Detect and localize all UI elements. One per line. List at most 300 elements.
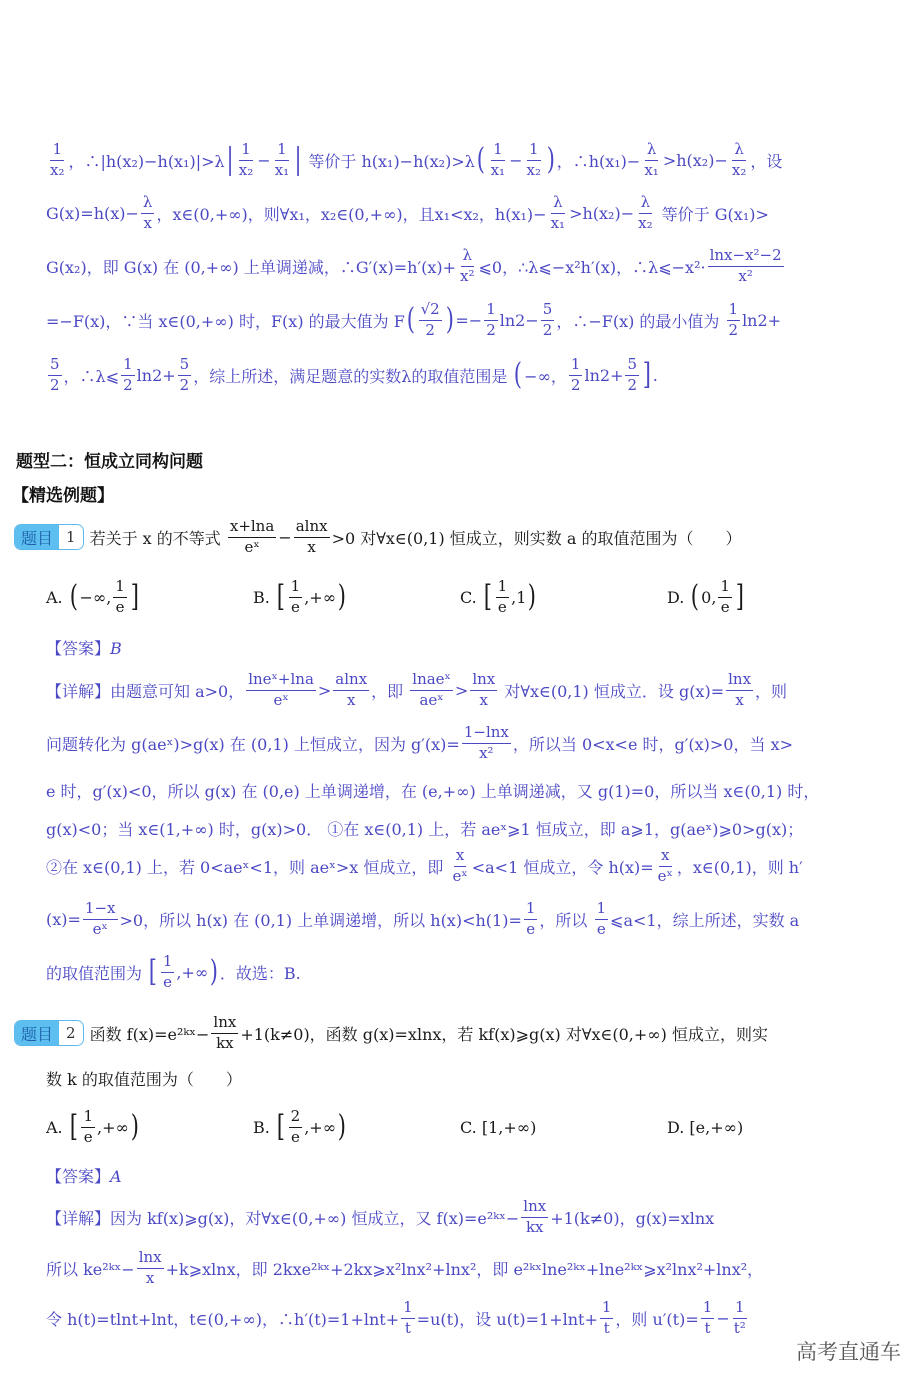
fraction xyxy=(48,356,62,394)
denominator xyxy=(478,691,490,709)
math-text: 2 xyxy=(542,320,553,339)
text-segment: B. xyxy=(253,1117,275,1137)
math-text: lnx xyxy=(472,670,496,689)
text-segment: − xyxy=(278,527,292,547)
math-text: 2 xyxy=(627,375,638,394)
math-text: 1 xyxy=(403,1298,413,1317)
fraction xyxy=(113,578,127,616)
numerator xyxy=(141,194,155,213)
math-text: e xyxy=(596,919,606,938)
numerator xyxy=(569,356,583,375)
fraction xyxy=(470,671,497,709)
fraction xyxy=(273,141,291,179)
numerator xyxy=(454,847,466,866)
numerator xyxy=(333,671,369,690)
math-text: e xyxy=(290,1127,300,1146)
denominator xyxy=(403,1319,413,1337)
text-segment: D. [e,+∞) xyxy=(667,1117,744,1137)
big-delimiter: ] xyxy=(642,357,651,392)
text-segment: ln2+ xyxy=(136,365,176,385)
denominator xyxy=(569,376,583,394)
math-text: 1 xyxy=(290,577,301,596)
math-text: 2 xyxy=(123,375,133,394)
math-text: aeˣ xyxy=(419,690,444,709)
denominator xyxy=(121,376,135,394)
numerator xyxy=(419,301,442,320)
solution-line xyxy=(46,1243,763,1293)
math-text: x xyxy=(455,846,465,865)
text-segment: ⩽0，∴λ⩽−x²h′(x)，∴λ⩽−x²· xyxy=(478,257,706,277)
fraction xyxy=(294,518,330,556)
numerator xyxy=(595,900,609,919)
math-text: eˣ xyxy=(244,537,260,556)
math-text: 2 xyxy=(425,320,435,339)
math-text: 1 xyxy=(525,899,536,918)
big-delimiter: ) xyxy=(130,1109,139,1144)
text-segment: +k⩾xlnx，即 2kxe²ᵏˣ+2kx⩾x²lnx²+lnx²，即 e²ᵏˣlne²ᵏˣ+lne²ᵏˣ⩾x²lnx²+lnx²， xyxy=(165,1259,764,1279)
solution-line xyxy=(46,241,786,291)
fraction xyxy=(237,141,255,179)
text-segment: ，则 xyxy=(755,681,788,701)
denominator xyxy=(271,691,290,709)
solution-line xyxy=(46,188,769,238)
math-text: x xyxy=(735,690,744,709)
text-segment: C. [1,+∞) xyxy=(460,1117,537,1137)
math-text: λ xyxy=(640,193,651,212)
fraction xyxy=(246,671,316,709)
text-segment: ln2− xyxy=(499,310,539,330)
numerator xyxy=(294,518,330,537)
fraction xyxy=(569,356,583,394)
numerator xyxy=(733,1299,747,1318)
math-text: eˣ xyxy=(92,919,108,938)
numerator xyxy=(527,141,541,160)
denominator xyxy=(48,161,66,179)
numerator xyxy=(113,578,127,597)
text-segment: ,+∞ xyxy=(176,962,209,982)
numerator xyxy=(239,141,253,160)
math-text: eˣ xyxy=(657,866,673,885)
text-segment: ②在 x∈(0,1) 上，若 0<aeˣ<1，则 aeˣ>x 恒成立，即 xyxy=(46,857,449,877)
math-text: x₁ xyxy=(490,160,506,179)
solution-line xyxy=(46,135,782,185)
big-delimiter: ) xyxy=(209,954,219,989)
text-segment: ，设 xyxy=(750,151,783,171)
math-text: 2 xyxy=(570,375,581,394)
numerator xyxy=(462,724,511,743)
text-segment: ，x∈(0,1)，则 h′ xyxy=(676,857,803,877)
fraction xyxy=(625,356,639,394)
fraction xyxy=(211,1014,238,1052)
denominator xyxy=(524,920,537,938)
denominator xyxy=(178,376,192,394)
denominator xyxy=(484,321,498,339)
denominator xyxy=(114,598,127,616)
denominator xyxy=(305,538,317,556)
fraction xyxy=(419,301,442,339)
fraction xyxy=(83,900,118,938)
problem-badge xyxy=(14,524,84,550)
denominator xyxy=(642,161,660,179)
math-text: x² xyxy=(738,266,753,285)
math-text: λ xyxy=(646,140,657,159)
denominator xyxy=(730,161,748,179)
text-segment: <a<1 恒成立，令 h(x)= xyxy=(471,857,654,877)
denominator xyxy=(703,1319,713,1337)
numerator xyxy=(645,141,659,160)
math-text: 1 xyxy=(52,140,63,159)
big-delimiter: [ xyxy=(276,579,285,614)
text-segment: 等价于 G(x₁)> xyxy=(656,204,769,224)
math-text: t xyxy=(603,1318,610,1337)
math-text: alnx xyxy=(295,517,328,536)
big-delimiter: ) xyxy=(337,579,346,614)
text-segment: − xyxy=(509,150,523,170)
math-text: x₁ xyxy=(644,160,659,179)
option-d xyxy=(667,578,874,616)
math-text: kx xyxy=(216,1033,234,1052)
math-text: 5 xyxy=(542,300,553,319)
denominator xyxy=(732,1319,748,1337)
text-segment: G(x)=h(x)− xyxy=(46,203,139,223)
denominator xyxy=(625,376,639,394)
math-text: 1 xyxy=(486,300,496,319)
text-segment: 所以 ke²ᵏˣ− xyxy=(46,1259,135,1279)
math-text: x xyxy=(143,213,152,232)
fraction xyxy=(458,247,476,285)
text-segment: (x)= xyxy=(46,909,81,929)
math-text: x₂ xyxy=(638,213,653,232)
denominator xyxy=(636,214,654,232)
text-segment: ，所以当 0<x<e 时，g′(x)>0，当 x> xyxy=(512,734,794,754)
big-delimiter: ( xyxy=(514,357,523,392)
fraction xyxy=(727,301,741,339)
math-text: x+lna xyxy=(229,517,275,536)
text-segment: > xyxy=(454,680,469,700)
numerator xyxy=(470,671,497,690)
text-segment: ,1 xyxy=(511,587,527,607)
math-text: lnx xyxy=(213,1013,237,1032)
math-text: 1−lnx xyxy=(463,723,509,742)
text-segment: A. xyxy=(46,587,68,607)
fraction xyxy=(462,724,511,762)
math-text: eˣ xyxy=(452,866,468,885)
numerator xyxy=(121,356,135,375)
big-delimiter: [ xyxy=(69,1109,78,1144)
fraction xyxy=(178,356,192,394)
option-c xyxy=(460,1118,667,1137)
denominator xyxy=(144,1269,156,1287)
text-segment: ⩽a<1，综上所述，实数 a xyxy=(610,910,800,930)
fraction xyxy=(228,518,276,556)
numerator xyxy=(491,141,505,160)
math-text: x² xyxy=(479,743,494,762)
math-text: 1 xyxy=(596,899,607,918)
math-text: lnx xyxy=(523,1197,547,1216)
big-delimiter: ( xyxy=(69,579,78,614)
numerator xyxy=(50,141,64,160)
math-text: 2 xyxy=(728,320,739,339)
denominator xyxy=(289,598,302,616)
fraction xyxy=(595,900,609,938)
math-text: lnaeˣ xyxy=(412,670,451,689)
denominator xyxy=(242,538,261,556)
text-segment: ,+∞ xyxy=(97,1117,129,1137)
big-delimiter: | xyxy=(294,142,302,177)
text-segment: B. xyxy=(253,587,275,607)
math-text: x₂ xyxy=(526,160,541,179)
fraction xyxy=(636,194,654,232)
denominator xyxy=(161,973,174,991)
text-segment: −∞, xyxy=(79,587,112,607)
denominator xyxy=(417,691,445,709)
fraction xyxy=(732,1299,748,1337)
text-segment: ，综上所述，满足题意的实数λ的取值范围是 xyxy=(193,366,513,386)
text-segment: e 时，g′(x)<0，所以 g(x) 在 (0,e) 上单调递增，在 (e,+∞) 上单调递减，又 g(1)=0，所以当 x∈(0,1) 时， xyxy=(46,781,820,801)
text-segment: =u(t)，设 u(t)=1+lnt+ xyxy=(416,1309,598,1329)
math-text: λ xyxy=(142,193,153,212)
text-segment: ，x∈(0,+∞)，则∀x₁，x₂∈(0,+∞)，且x₁<x₂，h(x₁)− xyxy=(156,204,547,224)
math-text: 2 xyxy=(486,320,496,339)
text-segment: =−F(x)，∵当 x∈(0,+∞) 时，F(x) 的最大值为 F xyxy=(46,311,405,331)
numerator xyxy=(275,141,289,160)
denominator xyxy=(733,691,745,709)
math-text: e xyxy=(290,597,300,616)
math-text: 5 xyxy=(627,355,638,374)
big-delimiter: [ xyxy=(276,1109,285,1144)
big-delimiter: ) xyxy=(337,1109,346,1144)
badge-label: 题目 xyxy=(15,1021,59,1045)
problem-1-answer xyxy=(46,636,122,659)
math-text: 1 xyxy=(528,140,539,159)
numerator xyxy=(727,301,741,320)
solution-line xyxy=(46,894,799,944)
denominator xyxy=(719,598,732,616)
option-b xyxy=(253,1108,460,1146)
math-text: 1 xyxy=(493,140,503,159)
math-text: λ xyxy=(553,193,563,212)
solution-line xyxy=(46,1192,714,1242)
denominator xyxy=(736,267,754,285)
denominator xyxy=(549,214,567,232)
text-segment: ,+∞ xyxy=(304,1117,337,1137)
big-delimiter: [ xyxy=(148,954,158,989)
answer-label: 【答案】 xyxy=(46,639,111,658)
fraction xyxy=(161,953,175,991)
text-segment: 等价于 h(x₁)−h(x₂)>λ xyxy=(303,151,475,171)
denominator xyxy=(345,691,357,709)
text-segment: g(x)<0；当 x∈(1,+∞) 时，g(x)>0． ①在 x∈(0,1) 上，若 aeˣ⩾1 恒成立，即 a⩾1，g(aeˣ)⩾0>g(x)； xyxy=(46,819,804,839)
problem-1-options xyxy=(46,572,876,622)
fraction xyxy=(141,194,155,232)
math-text: 1 xyxy=(83,1107,93,1126)
text-segment: =− xyxy=(455,310,483,330)
answer-value: B xyxy=(110,639,122,658)
denominator xyxy=(477,744,495,762)
denominator xyxy=(458,267,476,285)
denominator xyxy=(595,920,608,938)
big-delimiter: ) xyxy=(528,579,537,614)
math-text: alnx xyxy=(335,670,368,689)
text-segment: ，所以 xyxy=(539,910,593,930)
math-text: lneˣ+lna xyxy=(248,670,314,689)
denominator xyxy=(602,1319,612,1337)
numerator xyxy=(211,1014,238,1033)
numerator xyxy=(137,1249,164,1268)
math-text: 5 xyxy=(50,355,60,374)
text-segment: 0, xyxy=(701,587,717,607)
math-text: λ xyxy=(462,246,473,265)
numerator xyxy=(83,900,118,919)
math-text: e xyxy=(720,597,730,616)
math-text: eˣ xyxy=(273,690,289,709)
numerator xyxy=(401,1299,415,1318)
big-delimiter: ) xyxy=(546,142,555,177)
fraction xyxy=(524,900,538,938)
text-segment: ln2+ xyxy=(584,365,624,385)
math-text: lnx−x²−2 xyxy=(709,246,782,265)
numerator xyxy=(708,247,784,266)
fraction xyxy=(541,301,555,339)
option-a xyxy=(46,578,253,616)
math-text: e xyxy=(163,972,173,991)
fraction xyxy=(289,1108,303,1146)
math-text: 1 xyxy=(115,577,125,596)
text-segment: D. xyxy=(667,587,690,607)
big-delimiter: ( xyxy=(476,142,485,177)
numerator xyxy=(659,847,671,866)
math-text: 1 xyxy=(734,1298,745,1317)
math-text: x xyxy=(307,537,316,556)
math-text: x₂ xyxy=(238,160,254,179)
math-text: x₂ xyxy=(731,160,747,179)
denominator xyxy=(289,1128,302,1146)
fraction xyxy=(656,847,675,885)
fraction xyxy=(496,578,510,616)
problem-2-options xyxy=(46,1102,876,1152)
numerator xyxy=(726,671,753,690)
numerator xyxy=(732,141,746,160)
numerator xyxy=(289,578,303,597)
option-b xyxy=(253,578,460,616)
math-text: e xyxy=(526,919,536,938)
option-c xyxy=(460,578,667,616)
problem-2-question-cont xyxy=(46,1053,242,1103)
math-text: x xyxy=(145,1268,155,1287)
math-text: x₂ xyxy=(50,160,65,179)
fraction xyxy=(401,1299,415,1337)
math-text: x² xyxy=(460,266,475,285)
math-text: 1 xyxy=(241,140,251,159)
math-text: 1 xyxy=(720,577,730,596)
fraction xyxy=(121,356,135,394)
text-segment: 令 h(t)=tlnt+lnt，t∈(0,+∞)，∴h′(t)=1+lnt+ xyxy=(46,1309,400,1329)
denominator xyxy=(496,598,509,616)
denominator xyxy=(524,161,542,179)
math-text: 2 xyxy=(50,375,60,394)
text-segment: >h(x₂)− xyxy=(662,150,728,170)
numerator xyxy=(484,301,498,320)
fraction xyxy=(48,141,66,179)
text-segment: ．故选：B. xyxy=(219,963,301,983)
math-text: 1 xyxy=(702,1298,713,1317)
math-text: x₁ xyxy=(550,213,566,232)
math-text: 1−x xyxy=(84,899,116,918)
text-segment: ，则 u′(t)= xyxy=(615,1309,699,1329)
denominator xyxy=(82,1128,95,1146)
denominator xyxy=(141,214,153,232)
text-segment: C. xyxy=(460,587,482,607)
math-text: lnx xyxy=(728,670,752,689)
numerator xyxy=(521,1198,548,1217)
text-segment: A. xyxy=(46,1117,68,1137)
math-text: x₁ xyxy=(274,160,290,179)
text-segment: > xyxy=(317,680,332,700)
fraction xyxy=(137,1249,164,1287)
math-text: e xyxy=(115,597,125,616)
solution-line xyxy=(46,1293,750,1343)
denominator xyxy=(727,321,741,339)
numerator xyxy=(81,1108,95,1127)
math-text: t² xyxy=(733,1318,746,1337)
text-segment: ln2+ xyxy=(742,310,782,330)
fraction xyxy=(521,1198,548,1236)
math-text: e xyxy=(83,1127,93,1146)
big-delimiter: | xyxy=(226,142,234,177)
problem-badge xyxy=(14,1020,84,1046)
numerator xyxy=(461,247,475,266)
numerator xyxy=(701,1299,715,1318)
text-segment: ,+∞ xyxy=(304,587,337,607)
numerator xyxy=(228,518,276,537)
denominator xyxy=(656,867,675,885)
denominator xyxy=(524,1218,546,1236)
math-text: 2 xyxy=(179,375,190,394)
option-d xyxy=(667,1118,874,1137)
fraction xyxy=(410,671,453,709)
text-segment: 数 k 的取值范围为（ ） xyxy=(46,1069,242,1089)
text-segment: ，∴−F(x) 的最小值为 xyxy=(556,311,725,331)
math-text: t xyxy=(704,1318,711,1337)
numerator xyxy=(289,1108,303,1127)
math-text: λ xyxy=(734,140,744,159)
fraction xyxy=(489,141,507,179)
math-text: x xyxy=(661,846,670,865)
fraction xyxy=(600,1299,614,1337)
denominator xyxy=(541,321,555,339)
math-text: 2 xyxy=(290,1107,301,1126)
text-segment: . xyxy=(652,365,658,385)
numerator xyxy=(541,301,555,320)
numerator xyxy=(625,356,639,375)
section-subtitle: 【精选例题】 xyxy=(12,486,114,506)
big-delimiter: ( xyxy=(691,579,700,614)
text-segment: − xyxy=(257,150,271,170)
math-text: 1 xyxy=(601,1298,612,1317)
denominator xyxy=(489,161,507,179)
math-text: 1 xyxy=(162,952,173,971)
text-segment: 对∀x∈(0,1) 恒成立．设 g(x)= xyxy=(499,681,725,701)
numerator xyxy=(639,194,653,213)
fraction xyxy=(451,847,470,885)
text-segment: 的取值范围为 xyxy=(46,963,148,983)
text-segment: +1(k≠0)，g(x)=xlnx xyxy=(550,1208,715,1228)
answer-label: 【答案】 xyxy=(46,1167,111,1186)
denominator xyxy=(48,376,62,394)
denominator xyxy=(451,867,470,885)
option-a xyxy=(46,1108,253,1146)
text-segment: −∞， xyxy=(524,366,567,386)
